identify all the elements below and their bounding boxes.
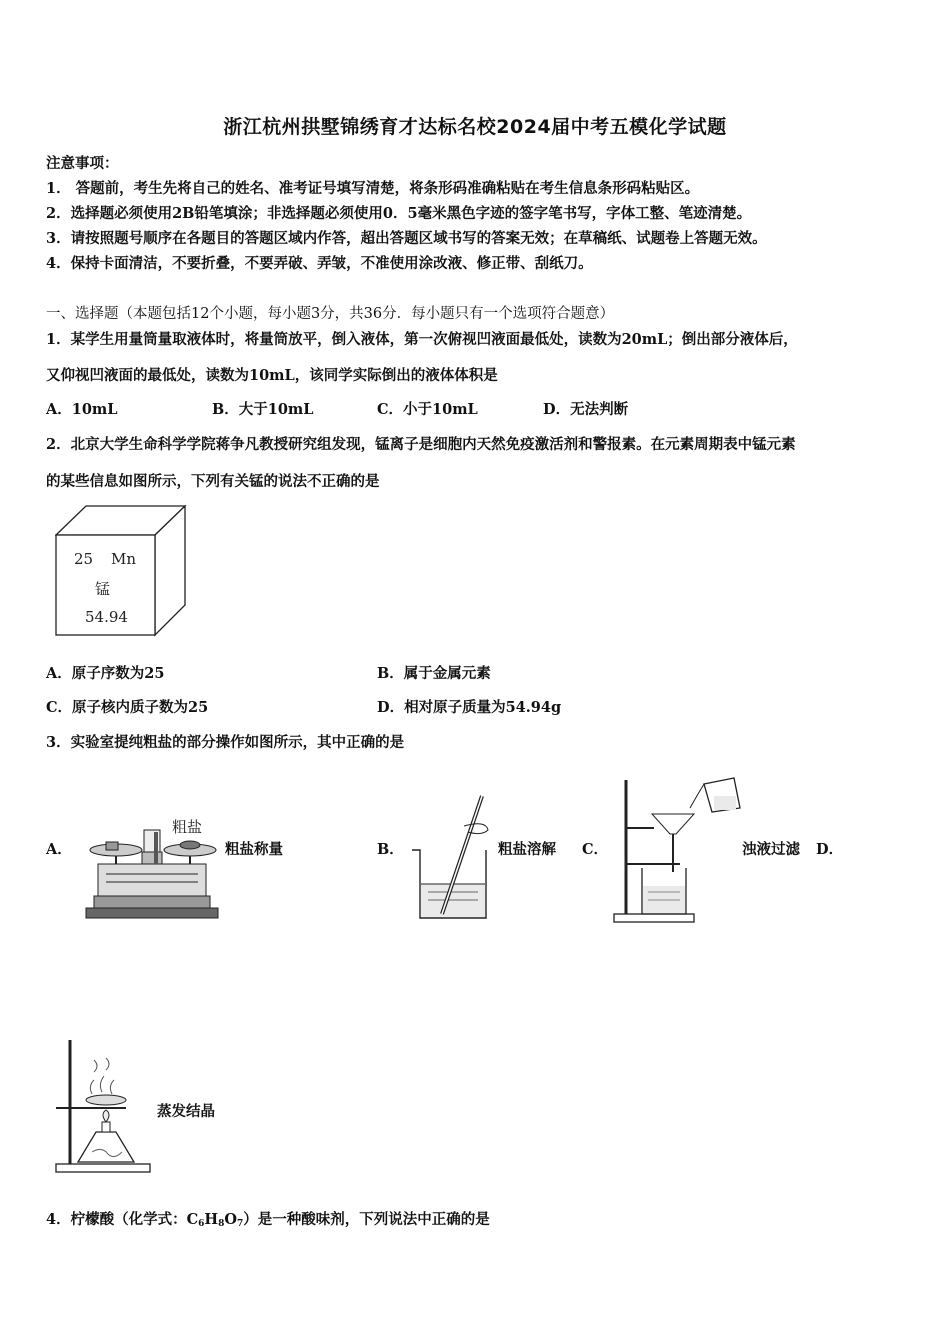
beaker-stirring-figure	[408, 792, 498, 922]
element-name: 锰	[95, 580, 111, 598]
balance-figure	[82, 812, 222, 922]
element-card-figure	[55, 505, 187, 637]
q2-stem-line2: 的某些信息如图所示，下列有关锰的说法不正确的是	[46, 473, 380, 490]
q1-option-c[interactable]: C．小于10mL	[377, 401, 478, 418]
q4-stem	[46, 1208, 490, 1229]
q3-option-d-label[interactable]: D．	[816, 841, 844, 858]
q2-option-c[interactable]: C．原子核内质子数为25	[46, 699, 209, 716]
q4-sub-o: 7	[237, 1219, 244, 1229]
note-item-1: 1． 答题前，考生先将自己的姓名、准考证号填写清楚，将条形码准确粘贴在考生信息条形码粘贴区。	[46, 180, 700, 197]
q3-stem: 3．实验室提纯粗盐的部分操作如图所示，其中正确的是	[46, 734, 405, 751]
element-number: 25	[74, 550, 94, 568]
q3-option-b-label[interactable]: B．	[377, 841, 404, 858]
q2-option-b[interactable]: B．属于金属元素	[377, 665, 491, 682]
q1-stem-line2: 又仰视凹液面的最低处，读数为10mL，该同学实际倒出的液体体积是	[46, 367, 498, 384]
note-item-2: 2．选择题必须使用2B铅笔填涂；非选择题必须使用0．5毫米黑色字迹的签字笔书写，字体工整、笔迹清楚。	[46, 205, 752, 222]
element-mass: 54.94	[85, 608, 128, 626]
q1-option-a[interactable]: A．10mL	[46, 401, 118, 418]
q1-option-d[interactable]: D．无法判断	[543, 401, 629, 418]
q4-stem-h: H	[204, 1211, 219, 1228]
q2-stem-line1: 2．北京大学生命科学学院蒋争凡教授研究组发现，锰离子是细胞内天然免疫激活剂和警报素。在元素周期表中锰元素	[46, 436, 796, 453]
q4-sub-h: 8	[218, 1219, 225, 1229]
q2-option-a[interactable]: A．原子序数为25	[46, 665, 165, 682]
q1-option-b[interactable]: B．大于10mL	[212, 401, 314, 418]
filtration-figure	[612, 772, 742, 924]
q3-caption-c: 浊液过滤	[742, 841, 800, 858]
element-symbol: Mn	[111, 550, 137, 568]
note-item-4: 4．保持卡面清洁，不要折叠，不要弄破、弄皱，不准使用涂改液、修正带、刮纸刀。	[46, 255, 593, 272]
q2-option-d[interactable]: D．相对原子质量为54.94g	[377, 699, 562, 716]
q1-stem-line1: 1．某学生用量筒量取液体时，将量筒放平，倒入液体，第一次俯视凹液面最低处，读数为20mL；倒出部分液体后，	[46, 331, 798, 348]
q4-stem-prefix: 4．柠檬酸（化学式：C	[46, 1211, 199, 1228]
pan-label: 粗盐	[172, 818, 203, 836]
evaporation-figure	[52, 1036, 152, 1176]
q3-caption-d: 蒸发结晶	[157, 1103, 215, 1120]
note-item-3: 3．请按照题号顺序在各题目的答题区域内作答，超出答题区域书写的答案无效；在草稿纸、试题卷上答题无效。	[46, 230, 767, 247]
notes-heading: 注意事项：	[46, 155, 119, 172]
q3-caption-b: 粗盐溶解	[498, 841, 556, 858]
q3-option-a-label[interactable]: A．	[46, 841, 72, 858]
q4-stem-suffix: ）是一种酸味剂，下列说法中正确的是	[243, 1211, 490, 1228]
q3-option-c-label[interactable]: C．	[582, 841, 609, 858]
section-heading: 一、选择题（本题包括12个小题，每小题3分，共36分．每小题只有一个选项符合题意）	[46, 306, 615, 322]
page-title: 浙江杭州拱墅锦绣育才达标名校2024届中考五模化学试题	[223, 116, 727, 138]
q3-caption-a: 粗盐称量	[225, 841, 283, 858]
q4-sub-c: 6	[198, 1219, 205, 1229]
q4-stem-o: O	[224, 1211, 238, 1228]
